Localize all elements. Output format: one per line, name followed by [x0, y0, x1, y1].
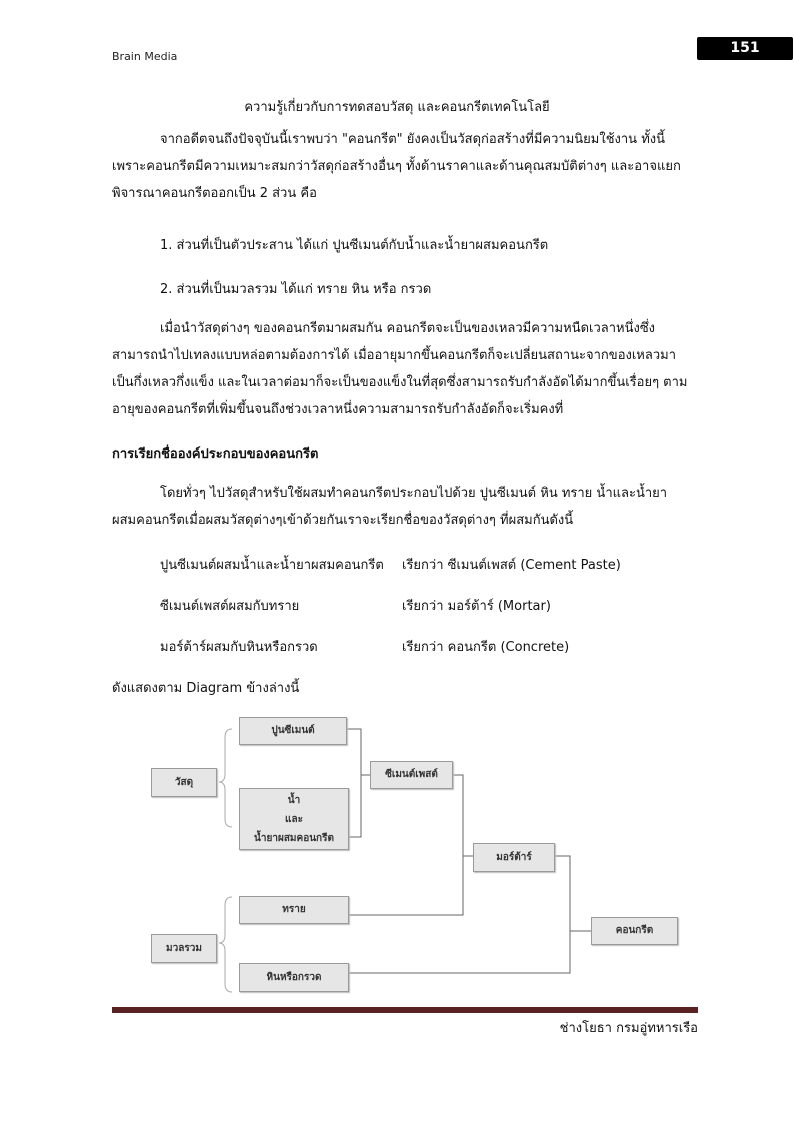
footer-divider — [112, 1007, 698, 1013]
diagram-box-concrete: คอนกรีต — [591, 917, 678, 945]
paragraph-line: เมื่อนำวัสดุต่างๆ ของคอนกรีตมาผสมกัน คอนกรีตจะเป็นของเหลวมีความหนืดเวลาหนึ่งซึ่ง — [160, 321, 656, 336]
diagram-box-mortar: มอร์ต้าร์ — [473, 843, 555, 872]
diagram-water-line: น้ำยาผสมคอนกรีต — [254, 832, 334, 844]
diagram-water-line: และ — [285, 813, 303, 825]
paragraph-line: ผสมคอนกรีตเมื่อผสมวัสดุต่างๆเข้าด้วยกันเราจะเรียกชื่อของวัสดุต่างๆ ที่ผสมกันดังนี้ — [112, 513, 574, 528]
definition-name: เรียกว่า มอร์ต้าร์ (Mortar) — [402, 599, 551, 614]
diagram-box-gravel: หินหรือกรวด — [239, 963, 349, 992]
brace-icon — [219, 897, 232, 992]
paragraph-line: เป็นกึ่งเหลวกึ่งแข็ง และในเวลาต่อมาก็จะเป็นของแข็งในที่สุดซึ่งสามารถรับกำลังอัดได้มากขึ้นเรื่อยๆ ตาม — [112, 375, 688, 390]
connector-line — [347, 729, 361, 837]
paragraph-line: เพราะคอนกรีตมีความเหมาะสมกว่าวัสดุก่อสร้างอื่นๆ ทั้งด้านราคาและด้านคุณสมบัติต่างๆ และอาจแยก — [112, 159, 681, 174]
page-title: ความรู้เกี่ยวกับการทดสอบวัสดุ และคอนกรีตเทคโนโลยี — [244, 100, 550, 115]
list-item: 2. ส่วนที่เป็นมวลรวม ได้แก่ ทราย หิน หรือ กรวด — [160, 282, 432, 297]
page-number: 151 — [697, 37, 793, 60]
diagram-box-water — [239, 788, 349, 850]
diagram-intro: ดังแสดงตาม Diagram ข้างล่างนี้ — [112, 681, 300, 696]
diagram-box-cement-paste: ซีเมนต์เพสต์ — [370, 761, 453, 789]
paragraph-line: สามารถนำไปเทลงแบบหล่อตามต้องการได้ เมื่ออายุมากขึ้นคอนกรีตก็จะเปลี่ยนสถานะจากของเหลวมา — [112, 348, 676, 363]
paragraph-line: โดยทั่วๆ ไปวัสดุสำหรับใช้ผสมทำคอนกรีตประกอบไปด้วย ปูนซีเมนต์ หิน ทราย น้ำและน้ำยา — [160, 486, 668, 501]
diagram-box-material: วัสดุ — [151, 768, 217, 797]
paragraph-line: พิจารณาคอนกรีตออกเป็น 2 ส่วน คือ — [112, 186, 317, 201]
diagram-box-sand: ทราย — [239, 896, 349, 924]
brace-icon — [219, 729, 232, 827]
header-publisher: Brain Media — [112, 50, 178, 63]
diagram-box-aggregate: มวลรวม — [151, 934, 217, 963]
footer-text: ช่างโยธา กรมอู่ทหารเรือ — [559, 1021, 698, 1036]
definition-mix: มอร์ต้าร์ผสมกับหินหรือกรวด — [160, 640, 318, 655]
definition-mix: ซีเมนต์เพสต์ผสมกับทราย — [160, 599, 300, 614]
definition-name: เรียกว่า คอนกรีต (Concrete) — [402, 640, 570, 655]
diagram-box-cement: ปูนซีเมนต์ — [239, 717, 347, 745]
connector-line — [349, 775, 463, 915]
paragraph-line: จากอดีตจนถึงปัจจุบันนี้เราพบว่า "คอนกรีต" ยังคงเป็นวัสดุก่อสร้างที่มีความนิยมใช้งาน ทั้งนี้ — [160, 132, 666, 147]
section-heading: การเรียกชื่อองค์ประกอบของคอนกรีต — [112, 447, 319, 462]
list-item: 1. ส่วนที่เป็นตัวประสาน ได้แก่ ปูนซีเมนต์กับน้ำและน้ำยาผสมคอนกรีต — [160, 238, 549, 253]
definition-mix: ปูนซีเมนต์ผสมน้ำและน้ำยาผสมคอนกรีต — [160, 558, 384, 573]
paragraph-line: อายุของคอนกรีตที่เพิ่มขึ้นจนถึงช่วงเวลาหนึ่งความสามารถรับกำลังอัดก็จะเริ่มคงที่ — [112, 402, 564, 417]
definition-name: เรียกว่า ซีเมนต์เพสต์ (Cement Paste) — [402, 558, 621, 573]
diagram-water-line: น้ำ — [287, 794, 301, 806]
